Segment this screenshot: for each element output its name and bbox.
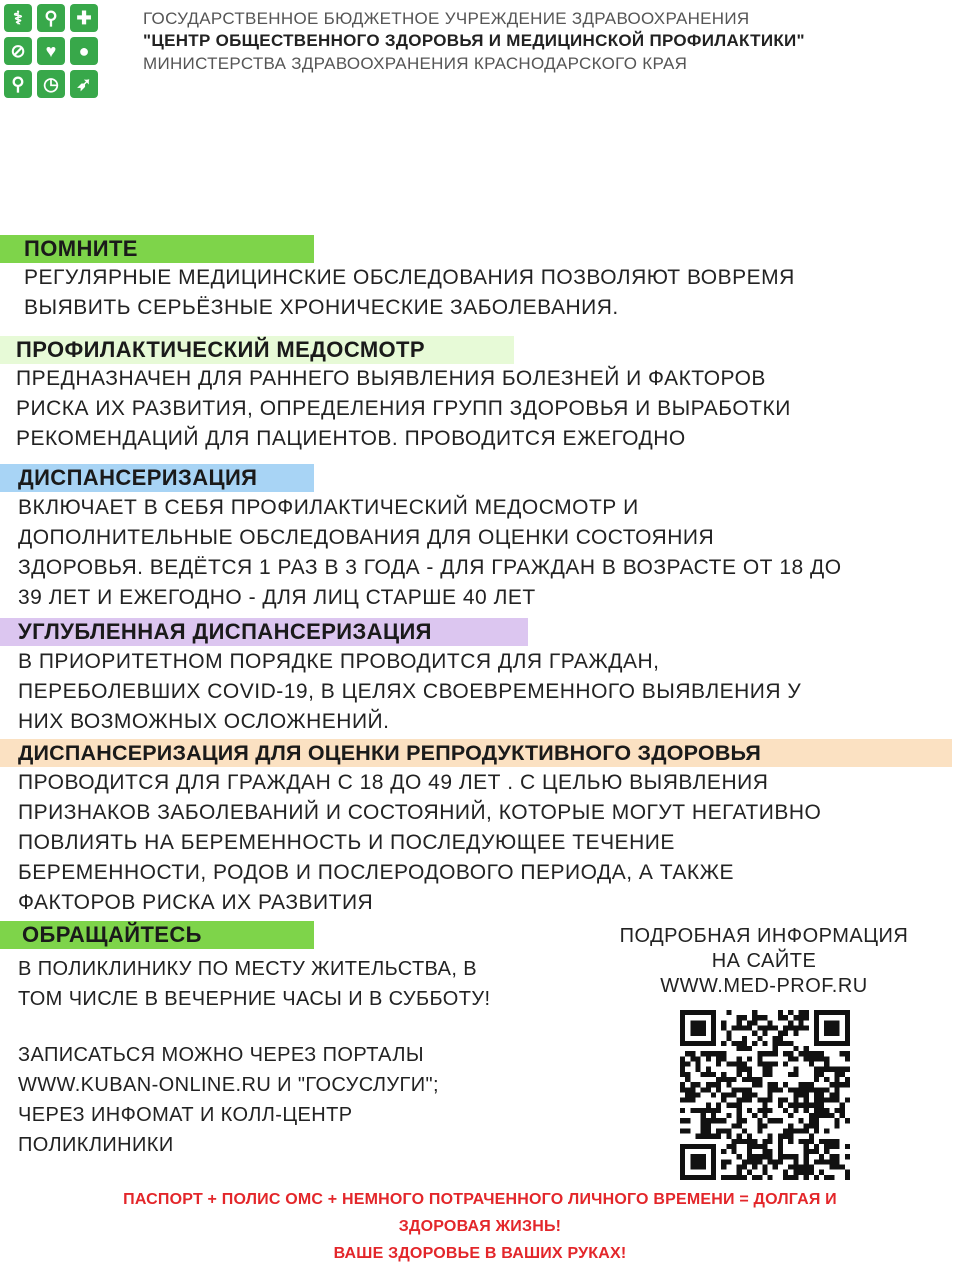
qr-finder-bottom-left	[680, 1144, 716, 1180]
qr-finder-top-left	[680, 1010, 716, 1046]
logo-tile-2	[37, 4, 65, 32]
section-text-signup: ЗАПИСАТЬСЯ МОЖНО ЧЕРЕЗ ПОРТАЛЫ WWW.KUBAN-ONLINE.RU И "ГОСУСЛУГИ"; ЧЕРЕЗ ИНФОМАТ И КОЛЛ-ЦЕНТР ПОЛИКЛИНИКИ	[18, 1044, 439, 1156]
section-text-uglublennaya: В ПРИОРИТЕТНОМ ПОРЯДКЕ ПРОВОДИТСЯ ДЛЯ ГРАЖДАН, ПЕРЕБОЛЕВШИХ COVID-19, В ЦЕЛЯХ СВОЕВРЕМЕННОГО ВЫЯВЛЕНИЯ У НИХ ВОЗМОЖНЫХ ОСЛОЖНЕНИЙ.	[18, 650, 802, 733]
cross-icon: ✚	[76, 7, 92, 28]
section-title-uglublennaya: УГЛУБЛЕННАЯ ДИСПАНСЕРИЗАЦИЯ	[0, 618, 528, 646]
logo	[4, 4, 98, 98]
header-line-3: МИНИСТЕРСТВА ЗДРАВООХРАНЕНИЯ КРАСНОДАРСКОГО КРАЯ	[143, 54, 688, 73]
qr-code[interactable]	[680, 1010, 850, 1180]
logo-tile-3	[70, 4, 98, 32]
section-text-contact: В ПОЛИКЛИНИКУ ПО МЕСТУ ЖИТЕЛЬСТВА, В ТОМ ЧИСЛЕ В ВЕЧЕРНИЕ ЧАСЫ И В СУББОТУ!	[18, 958, 491, 1010]
section-title-dispanserizaciya: ДИСПАНСЕРИЗАЦИЯ	[0, 464, 314, 492]
section-text-medosmotr: ПРЕДНАЗНАЧЕН ДЛЯ РАННЕГО ВЫЯВЛЕНИЯ БОЛЕЗНЕЙ И ФАКТОРОВ РИСКА ИХ РАЗВИТИЯ, ОПРЕДЕЛЕНИЯ ГРУПП ЗДОРОВЬЯ И ВЫРАБОТКИ РЕКОМЕНДАЦИЙ ДЛЯ ПАЦИЕНТОВ. ПРОВОДИТСЯ ЕЖЕГОДНО	[16, 367, 791, 450]
logo-tile-1	[4, 4, 32, 32]
logo-tile-4	[4, 37, 32, 65]
logo-tile-6	[70, 37, 98, 65]
section-title-medosmotr: ПРОФИЛАКТИЧЕСКИЙ МЕДОСМОТР	[0, 336, 514, 364]
section-text-remember: РЕГУЛЯРНЫЕ МЕДИЦИНСКИЕ ОБСЛЕДОВАНИЯ ПОЗВОЛЯЮТ ВОВРЕМЯ ВЫЯВИТЬ СЕРЬЁЗНЫЕ ХРОНИЧЕСКИЕ ЗАБОЛЕВАНИЯ.	[24, 266, 795, 319]
header-line-1: ГОСУДАРСТВЕННОЕ БЮДЖЕТНОЕ УЧРЕЖДЕНИЕ ЗДРАВООХРАНЕНИЯ	[143, 9, 750, 28]
logo-tile-9	[70, 70, 98, 98]
header-line-2: "ЦЕНТР ОБЩЕСТВЕННОГО ЗДОРОВЬЯ И МЕДИЦИНСКОЙ ПРОФИЛАКТИКИ"	[143, 31, 805, 50]
magnifier-icon: ⚲	[11, 73, 25, 94]
section-title-contact: ОБРАЩАЙТЕСЬ	[0, 921, 314, 949]
apple-icon: ●	[78, 40, 90, 61]
section-title-remember: ПОМНИТЕ	[0, 235, 314, 263]
runner-icon: ➶	[76, 73, 92, 94]
section-title-reproductive: ДИСПАНСЕРИЗАЦИЯ ДЛЯ ОЦЕНКИ РЕПРОДУКТИВНОГО ЗДОРОВЬЯ	[0, 739, 952, 767]
logo-tile-5	[37, 37, 65, 65]
footer-slogan: ПАСПОРТ + ПОЛИС ОМС + НЕМНОГО ПОТРАЧЕННОГО ЛИЧНОГО ВРЕМЕНИ = ДОЛГАЯ И ЗДОРОВАЯ ЖИЗНЬ! ВАШЕ ЗДОРОВЬЕ В ВАШИХ РУКАХ!	[123, 1191, 837, 1262]
logo-tile-8	[37, 70, 65, 98]
no-smoking-icon: ⊘	[10, 40, 26, 61]
section-text-dispanserizaciya: ВКЛЮЧАЕТ В СЕБЯ ПРОФИЛАКТИЧЕСКИЙ МЕДОСМОТР И ДОПОЛНИТЕЛЬНЫЕ ОБСЛЕДОВАНИЯ ДЛЯ ОЦЕНКИ СОСТОЯНИЯ ЗДОРОВЬЯ. ВЕДЁТСЯ 1 РАЗ В 3 ГОДА - ДЛЯ ГРАЖДАН В ВОЗРАСТЕ ОТ 18 ДО 39 ЛЕТ И ЕЖЕГОДНО - ДЛЯ ЛИЦ СТАРШЕ 40 ЛЕТ	[18, 496, 842, 609]
more-info-text: ПОДРОБНАЯ ИНФОРМАЦИЯ НА САЙТЕ WWW.MED-PROF.RU	[619, 925, 909, 997]
pharmacy-icon: ⚕	[13, 7, 23, 28]
bicycle-icon: ⚲	[44, 7, 58, 28]
section-text-reproductive: ПРОВОДИТСЯ ДЛЯ ГРАЖДАН С 18 ДО 49 ЛЕТ . С ЦЕЛЬЮ ВЫЯВЛЕНИЯ ПРИЗНАКОВ ЗАБОЛЕВАНИЙ И СОСТОЯНИЙ, КОТОРЫЕ МОГУТ НЕГАТИВНО ПОВЛИЯТЬ НА БЕРЕМЕННОСТЬ И ПОСЛЕДУЮЩЕЕ ТЕЧЕНИЕ БЕРЕМЕННОСТИ, РОДОВ И ПОСЛЕРОДОВОГО ПЕРИОДА, А ТАКЖЕ ФАКТОРОВ РИСКА ИХ РАЗВИТИЯ	[18, 771, 822, 914]
logo-tile-7	[4, 70, 32, 98]
heartbeat-icon: ♥	[45, 40, 57, 61]
qr-finder-top-right	[814, 1010, 850, 1046]
alarm-clock-icon: ◷	[43, 73, 59, 94]
